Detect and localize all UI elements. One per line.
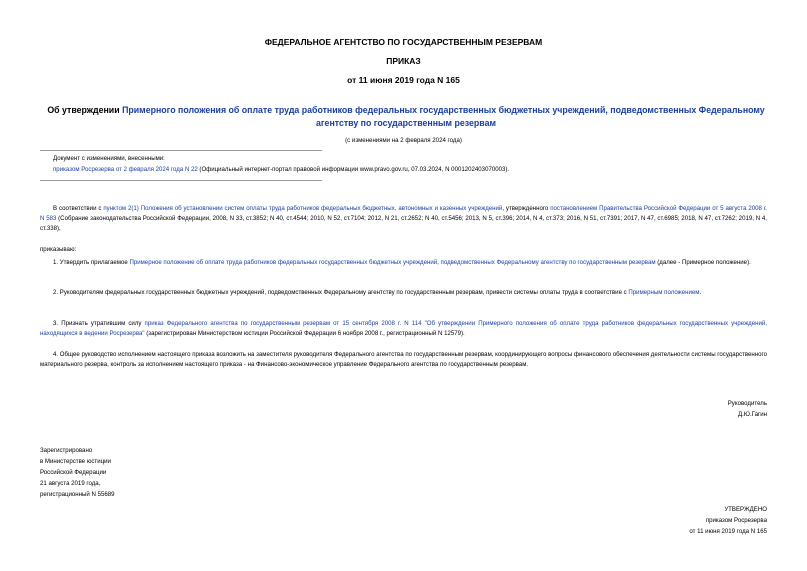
registration-line-1: Зарегистрировано (40, 447, 93, 454)
registration-line-4: 21 августа 2019 года, (40, 480, 101, 487)
document-title (36, 104, 776, 129)
changes-source (53, 165, 509, 174)
approved-block (689, 504, 767, 537)
item-3-text-pre: 3. Признать утратившим силу (53, 320, 145, 327)
preamble-link-1[interactable]: пунктом 2(1) Положения об установлении систем оплаты труда работников федеральных бюджетных, автономных и казенных учреждений (103, 205, 503, 212)
item-1-link[interactable]: Примерное положение об оплате труда работников федеральных государственных бюджетных учреждений, подведомственных Федеральному агентству по государственным резервам (129, 259, 656, 266)
title-prefix: Об утверждении (47, 105, 123, 115)
signature-name: Д.Ю.Гагин (737, 411, 767, 418)
doc-date-number: от 11 июня 2019 года N 165 (347, 75, 460, 85)
changes-top-rule (40, 150, 322, 151)
registration-block (40, 445, 115, 500)
registration-line-3: Российской Федерации (40, 469, 107, 476)
approved-line-3: от 11 июня 2019 года N 165 (689, 528, 767, 535)
doc-type: ПРИКАЗ (386, 56, 421, 66)
item-2-link[interactable]: Примерным положением (628, 289, 700, 296)
item-1 (40, 258, 767, 268)
changes-bottom-rule (40, 180, 322, 181)
registration-line-2: в Министерстве юстиции (40, 458, 111, 465)
item-2-text-pre: 2. Руководителям федеральных государственных бюджетных учреждений, подведомственных Федеральному агентству по государственным резервам, привести системы оплаты труда в соответствие с (53, 289, 629, 296)
registration-line-5: регистрационный N 55689 (40, 491, 115, 498)
approved-line-2: приказом Росрезерва (705, 517, 767, 524)
revision-note: (с изменениями на 2 февраля 2024 года) (345, 137, 462, 144)
item-3 (40, 319, 767, 339)
preamble-link-2[interactable]: постановлением Правительства Российской Федерации от 5 августа 2008 г. N 583 (40, 205, 768, 222)
signature-role: Руководитель (727, 400, 767, 407)
item-3-text-post: (зарегистрирован Министерством юстиции Российской Федерации 6 ноября 2008 г., регистрационный N 12579). (144, 330, 465, 337)
item-1-text-pre: 1. Утвердить прилагаемое (53, 259, 130, 266)
preamble-paragraph (40, 204, 767, 234)
preamble-text-3: (Собрание законодательства Российской Федерации, 2008, N 33, ст.3852; N 40, ст.4544; 2010, N 52, ст.7104; 2012, N 21, ст.2652; N 40, ст.5456; 2013, N 5, ст.396; 2014, N 4, ст.373; 2016, N 51, ст.7391; 2017, N 47, ст.6985; 2018, N 47, ст.7262; 2019, N 4, ст.338), (40, 215, 767, 232)
item-3-link[interactable]: приказ Федерального агентства по государственным резервам от 15 сентября 2008 г. N 114 "Об утверждении Примерного положения об оплате труда работников федеральных государственных учреждений, находящихся в ведении Росрезерва" (40, 320, 767, 337)
preamble-text-1: В соответствии с (53, 205, 104, 212)
changes-link[interactable]: приказом Росрезерва от 2 февраля 2024 года N 22 (53, 166, 198, 173)
item-2-text-post: . (699, 289, 702, 296)
item-4: 4. Общее руководство исполнением настоящего приказа возложить на заместителя руководителя Федерального агентства по государственным резервам, координирующего вопросы финансового обеспечения деятельности системы государственного материального резерва, контроль за исполнением настоящего приказа - на Финансово-экономическое управление Федерального агентства по государственным резервам. (40, 351, 767, 368)
title-link[interactable]: Примерного положения об оплате труда работников федеральных государственных бюджетных учреждений, подведомственных Федеральному агентству по государственным резервам (122, 105, 765, 128)
order-word: приказываю: (40, 246, 77, 253)
item-1-text-post: (далее - Примерное положение). (655, 259, 751, 266)
agency-name: ФЕДЕРАЛЬНОЕ АГЕНТСТВО ПО ГОСУДАРСТВЕННЫМ РЕЗЕРВАМ (264, 37, 543, 47)
changes-rest: (Официальный интернет-портал правовой информации www.pravo.gov.ru, 07.03.2024, N 0001202403070003). (197, 166, 510, 173)
changes-label: Документ с изменениями, внесенными: (53, 155, 165, 162)
preamble-text-2: , утвержденного (502, 205, 551, 212)
approved-line-1: УТВЕРЖДЕНО (724, 506, 767, 513)
item-2 (40, 288, 767, 298)
